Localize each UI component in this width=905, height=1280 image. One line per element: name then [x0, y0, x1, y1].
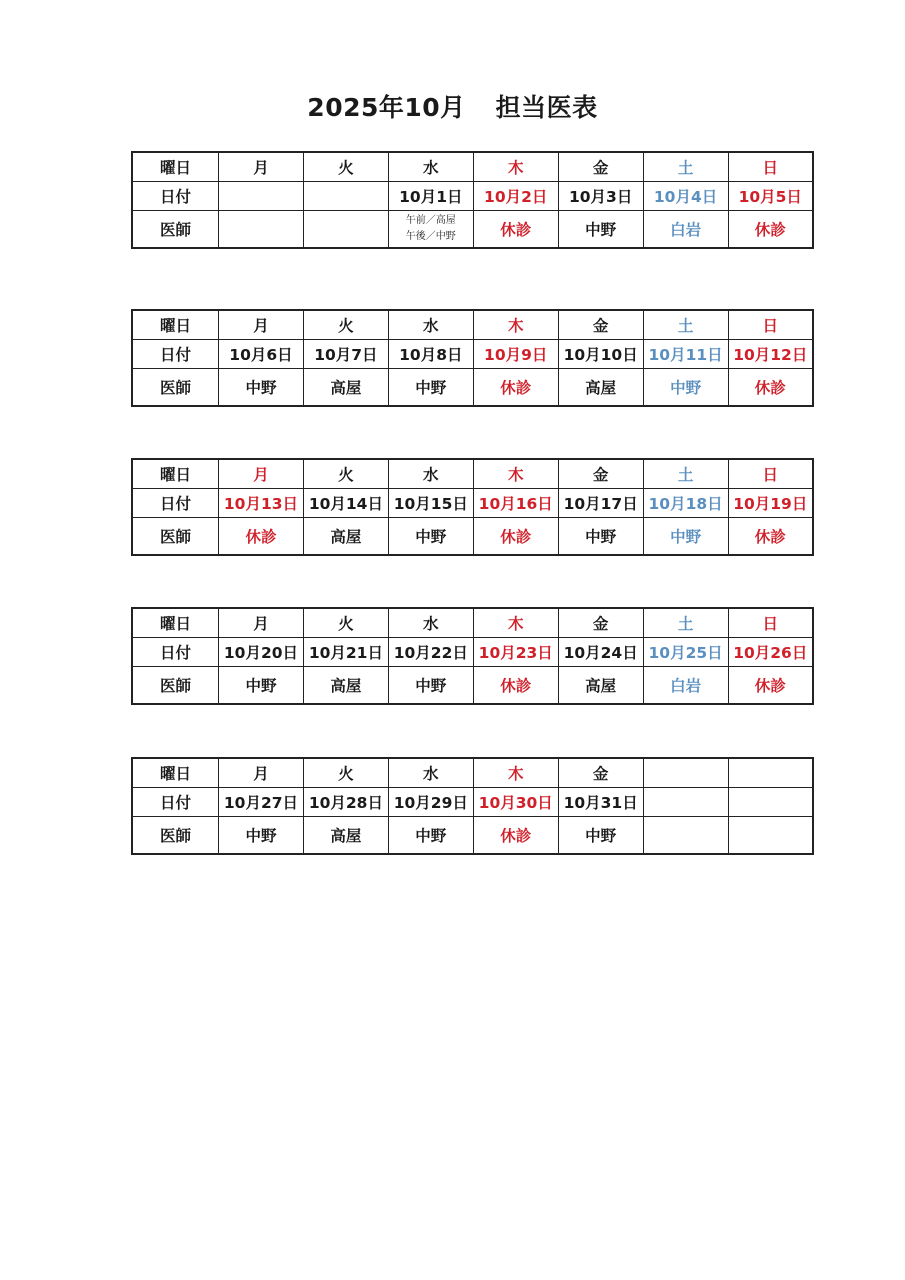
doctor-row [132, 211, 813, 249]
doctor-cell: 白岩 [643, 211, 728, 249]
doctor-cell: 白岩 [643, 667, 728, 705]
date-cell: 10月7日 [303, 340, 388, 369]
date-cell: 10月27日 [219, 788, 304, 817]
weekday-row [132, 310, 813, 340]
weekday-thu: 木 [473, 608, 558, 638]
date-cell: 10月9日 [473, 340, 558, 369]
week-table-3 [131, 458, 814, 556]
split-am: 午前／高屋 [405, 215, 456, 226]
weekday-fri: 金 [558, 758, 643, 788]
weekday-tue: 火 [303, 152, 388, 182]
split-pm: 午後／中野 [405, 231, 456, 242]
weekday-tue: 火 [303, 310, 388, 340]
row-label-date: 日付 [132, 182, 219, 211]
row-label-date: 日付 [132, 788, 219, 817]
date-cell: 10月18日 [643, 489, 728, 518]
date-cell: 10月25日 [643, 638, 728, 667]
weekday-mon: 月 [219, 152, 304, 182]
doctor-row [132, 369, 813, 407]
doctor-row [132, 667, 813, 705]
row-label-date: 日付 [132, 638, 219, 667]
date-cell: 10月22日 [388, 638, 473, 667]
date-row [132, 340, 813, 369]
doctor-cell: 高屋 [303, 518, 388, 556]
weekday-sat: 土 [643, 608, 728, 638]
weekday-mon: 月 [219, 310, 304, 340]
date-cell: 10月2日 [473, 182, 558, 211]
doctor-cell [303, 211, 388, 249]
weekday-tue: 火 [303, 459, 388, 489]
weekday-row [132, 758, 813, 788]
date-row [132, 638, 813, 667]
doctor-cell: 休診 [473, 369, 558, 407]
doctor-cell [219, 211, 304, 249]
doctor-cell: 高屋 [558, 369, 643, 407]
date-cell: 10月5日 [728, 182, 813, 211]
date-cell: 10月30日 [473, 788, 558, 817]
weekday-sun: 日 [728, 608, 813, 638]
doctor-cell: 休診 [728, 518, 813, 556]
date-cell: 10月13日 [219, 489, 304, 518]
week-table-2 [131, 309, 814, 407]
doctor-cell: 休診 [473, 211, 558, 249]
weekday-wed: 水 [388, 310, 473, 340]
doctor-cell [728, 817, 813, 855]
date-cell: 10月26日 [728, 638, 813, 667]
weekday-sun: 日 [728, 310, 813, 340]
doctor-cell: 休診 [219, 518, 304, 556]
weekday-mon: 月 [219, 459, 304, 489]
weekday-wed: 水 [388, 152, 473, 182]
row-label-weekday: 曜日 [132, 608, 219, 638]
weekday-thu: 木 [473, 758, 558, 788]
weekday-thu: 木 [473, 152, 558, 182]
doctor-cell: 休診 [728, 211, 813, 249]
weekday-tue: 火 [303, 608, 388, 638]
doctor-cell: 中野 [388, 369, 473, 407]
weekday-sun: 日 [728, 459, 813, 489]
date-cell: 10月31日 [558, 788, 643, 817]
weekday-fri: 金 [558, 608, 643, 638]
doctor-cell [643, 817, 728, 855]
doctor-cell: 中野 [643, 369, 728, 407]
week-table-1 [131, 151, 814, 249]
row-label-doctor: 医師 [132, 817, 219, 855]
date-cell [219, 182, 304, 211]
row-label-doctor: 医師 [132, 518, 219, 556]
date-cell: 10月10日 [558, 340, 643, 369]
doctor-cell: 中野 [643, 518, 728, 556]
doctor-cell: 中野 [219, 817, 304, 855]
date-cell: 10月6日 [219, 340, 304, 369]
row-label-weekday: 曜日 [132, 152, 219, 182]
doctor-cell: 中野 [388, 518, 473, 556]
doctor-cell: 休診 [473, 817, 558, 855]
weekday-sat: 土 [643, 152, 728, 182]
doctor-cell: 休診 [728, 369, 813, 407]
weekday-row [132, 608, 813, 638]
weekday-mon: 月 [219, 608, 304, 638]
date-cell [728, 788, 813, 817]
date-row [132, 788, 813, 817]
doctor-cell: 休診 [473, 518, 558, 556]
row-label-doctor: 医師 [132, 667, 219, 705]
doctor-row [132, 518, 813, 556]
row-label-doctor: 医師 [132, 211, 219, 249]
weekday-fri: 金 [558, 310, 643, 340]
doctor-cell: 高屋 [558, 667, 643, 705]
weekday-sat: 土 [643, 459, 728, 489]
date-cell: 10月8日 [388, 340, 473, 369]
date-cell: 10月19日 [728, 489, 813, 518]
date-cell: 10月15日 [388, 489, 473, 518]
date-cell: 10月29日 [388, 788, 473, 817]
doctor-cell: 中野 [558, 211, 643, 249]
weekday-row [132, 459, 813, 489]
date-cell: 10月3日 [558, 182, 643, 211]
date-cell: 10月14日 [303, 489, 388, 518]
date-cell: 10月12日 [728, 340, 813, 369]
doctor-row [132, 817, 813, 855]
date-cell: 10月4日 [643, 182, 728, 211]
weekday-thu: 木 [473, 459, 558, 489]
doctor-cell: 中野 [219, 667, 304, 705]
doctor-cell: 高屋 [303, 817, 388, 855]
date-cell: 10月1日 [388, 182, 473, 211]
doctor-cell: 中野 [388, 817, 473, 855]
date-cell: 10月23日 [473, 638, 558, 667]
date-cell [303, 182, 388, 211]
row-label-date: 日付 [132, 340, 219, 369]
date-cell: 10月17日 [558, 489, 643, 518]
date-row [132, 182, 813, 211]
weekday-mon: 月 [219, 758, 304, 788]
weekday-thu: 木 [473, 310, 558, 340]
row-label-doctor: 医師 [132, 369, 219, 407]
weekday-sat [643, 758, 728, 788]
weekday-wed: 水 [388, 459, 473, 489]
doctor-cell: 高屋 [303, 369, 388, 407]
doctor-cell: 休診 [728, 667, 813, 705]
title-year-month: 2025年10月 [307, 93, 466, 122]
date-cell: 10月11日 [643, 340, 728, 369]
date-cell: 10月24日 [558, 638, 643, 667]
weekday-row [132, 152, 813, 182]
doctor-cell-split [388, 211, 473, 249]
weekday-sat: 土 [643, 310, 728, 340]
doctor-cell: 中野 [558, 518, 643, 556]
doctor-cell: 中野 [219, 369, 304, 407]
week-table-5 [131, 757, 814, 855]
doctor-cell: 高屋 [303, 667, 388, 705]
week-table-4 [131, 607, 814, 705]
weekday-sun: 日 [728, 152, 813, 182]
doctor-cell: 中野 [558, 817, 643, 855]
weekday-fri: 金 [558, 459, 643, 489]
weekday-sun [728, 758, 813, 788]
date-cell: 10月28日 [303, 788, 388, 817]
date-cell: 10月16日 [473, 489, 558, 518]
weekday-tue: 火 [303, 758, 388, 788]
doctor-cell: 中野 [388, 667, 473, 705]
title-label: 担当医表 [495, 93, 598, 122]
date-cell: 10月20日 [219, 638, 304, 667]
row-label-weekday: 曜日 [132, 459, 219, 489]
weekday-wed: 水 [388, 608, 473, 638]
date-cell [643, 788, 728, 817]
date-cell: 10月21日 [303, 638, 388, 667]
row-label-date: 日付 [132, 489, 219, 518]
row-label-weekday: 曜日 [132, 758, 219, 788]
doctor-cell: 休診 [473, 667, 558, 705]
date-row [132, 489, 813, 518]
weekday-wed: 水 [388, 758, 473, 788]
page-title [0, 88, 905, 124]
weekday-fri: 金 [558, 152, 643, 182]
row-label-weekday: 曜日 [132, 310, 219, 340]
